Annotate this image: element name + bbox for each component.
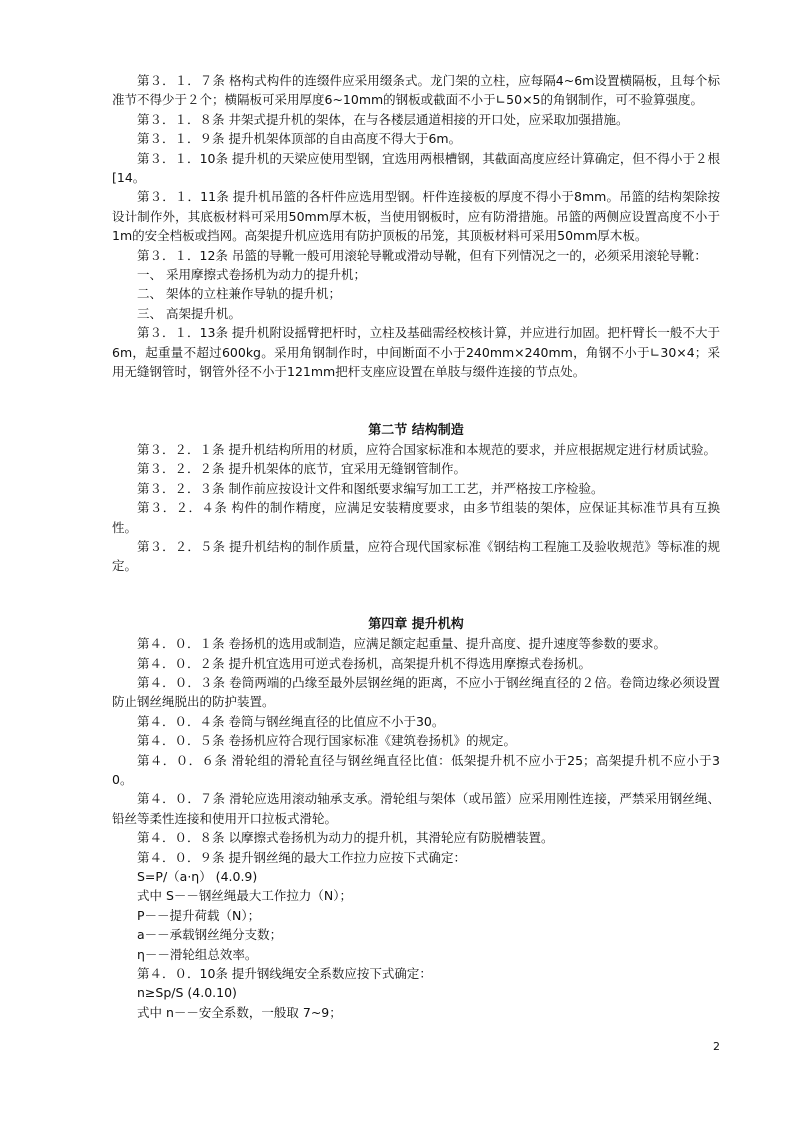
clause-3-1-12: 第３．１．12条 吊篮的导靴一般可用滚轮导靴或滑动导靴，但有下列情况之一的，必须采用滚轮导靴：	[137, 247, 707, 263]
formula-line: n≥Sp/S (4.0.10)	[137, 985, 237, 1001]
clause-3-1-8: 第３．１．８条 井架式提升机的架体，在与各楼层通道相接的开口处，应采取加强措施。	[137, 111, 629, 127]
clause-3-1-9: 第３．１．９条 提升机架体顶部的自由高度不得大于6m。	[137, 131, 462, 147]
clause-3-2-1: 第３．２．１条 提升机结构所用的材质，应符合国家标准和本规范的要求，并应根据规定进行材质试验。	[137, 441, 716, 457]
clause-3-2-4: 第３．２．４条 构件的制作精度，应满足安装精度要求，由多节组装的架体，应保证其标准节具有互换性。	[112, 500, 720, 535]
clause-3-2-2: 第３．２．２条 提升机架体的底节，宜采用无缝钢管制作。	[137, 461, 466, 477]
formula-line: η－－滑轮组总效率。	[137, 946, 258, 962]
formula-line: a－－承载钢丝绳分支数；	[137, 927, 283, 943]
clause-4-0-3: 第４．０．３条 卷筒两端的凸缘至最外层钢丝绳的距离，不应小于钢丝绳直径的２倍。卷筒边缘必须设置防止钢丝绳脱出的防护装置。	[112, 674, 720, 710]
clause-3-2-5: 第３．２．５条 提升机结构的制作质量，应符合现代国家标准《钢结构工程施工及验收规范》等标准的规定。	[112, 538, 720, 574]
clause-4-0-5: 第４．０．５条 卷扬机应符合现行国家标准《建筑卷扬机》的规定。	[137, 733, 516, 749]
clause-3-2-3: 第３．２．３条 制作前应按设计文件和图纸要求编写加工工艺，并严格按工序检验。	[137, 480, 604, 496]
clause-3-1-13: 第３．１．13条 提升机附设摇臂把杆时，立柱及基础需经校核计算，并应进行加固。把杆臂长一般不大于6m，起重量不超过600kg。采用角钢制作时，中间断面不小于240mm×240mm，角钢不小于∟30×4；采用无缝钢管时，钢管外径不小于121mm把杆支座应设置在单肢与缀件连接的节点处。	[112, 325, 720, 380]
clause-3-1-10: 第３．１．10条 提升机的天梁应使用型钢，宜选用两根槽钢，其截面高度应经计算确定，但不得小于２根[14。	[112, 150, 720, 186]
spacer	[112, 576, 720, 615]
formula-line: S=P/（a·η） (4.0.9)	[137, 869, 258, 885]
spacer	[112, 382, 720, 421]
clause-3-1-7: 第３．１．７条 格构式构件的连缀件应采用缀条式。龙门架的立柱，应每隔4~6m设置横隔板，且每个标准节不得少于２个；横隔板可采用厚度6~10mm的钢板或截面不小于∟50×5的角钢制作，可不验算强度。	[112, 73, 720, 108]
clause-4-0-7: 第４．０．７条 滑轮应选用滚动轴承支承。滑轮组与架体（或吊篮）应采用刚性连接，严禁采用钢丝绳、铅丝等柔性连接和使用开口拉板式滑轮。	[112, 791, 720, 826]
clause-4-0-10: 第４．０．10条 提升钢线绳安全系数应按下式确定：	[137, 966, 432, 982]
clause-4-0-4: 第４．０．４条 卷筒与钢丝绳直径的比值应不小于30。	[137, 713, 445, 729]
clause-4-0-8: 第４．０．８条 以摩擦式卷扬机为动力的提升机，其滑轮应有防脱槽装置。	[137, 830, 554, 846]
clause-4-0-6: 第４．０．６条 滑轮组的滑轮直径与钢丝绳直径比值：低架提升机不应小于25；高架提升机不应小于30。	[112, 752, 720, 787]
formula-line: 式中 S－－钢丝绳最大工作拉力（N）；	[137, 888, 353, 904]
chapter-heading: 第四章 提升机构	[368, 616, 464, 632]
page-content	[112, 71, 720, 1022]
clause-3-1-11: 第３．１．11条 提升机吊篮的各杆件应选用型钢。杆件连接板的厚度不得小于8mm。吊篮的结构架除按设计制作外，其底板材料可采用50mm厚木板，当使用钢板时，应有防滑措施。吊篮的两侧应设置高度不小于1m的安全档板或挡网。高架提升机应选用有防护顶板的吊笼，其顶板材料可采用50mm厚木板。	[112, 189, 720, 244]
list-item: 二、 架体的立柱兼作导轨的提升机；	[137, 286, 341, 302]
list-item: 三、 高架提升机。	[137, 305, 241, 321]
list-item: 一、 采用摩擦式卷扬机为动力的提升机；	[137, 267, 366, 283]
formula-line: 式中 n－－安全系数，一般取 7~9；	[137, 1004, 342, 1020]
page-number: 2	[713, 1040, 720, 1053]
clause-4-0-2: 第４．０．２条 提升机宜选用可逆式卷扬机，高架提升机不得选用摩擦式卷扬机。	[137, 655, 591, 671]
formula-line: P－－提升荷载（N）；	[137, 907, 261, 923]
section-heading: 第二节 结构制造	[368, 422, 464, 438]
clause-4-0-9: 第４．０．９条 提升钢丝绳的最大工作拉力应按下式确定：	[137, 849, 466, 865]
clause-4-0-1: 第４．０．１条 卷扬机的选用或制造，应满足额定起重量、提升高度、提升速度等参数的要求。	[137, 636, 666, 652]
